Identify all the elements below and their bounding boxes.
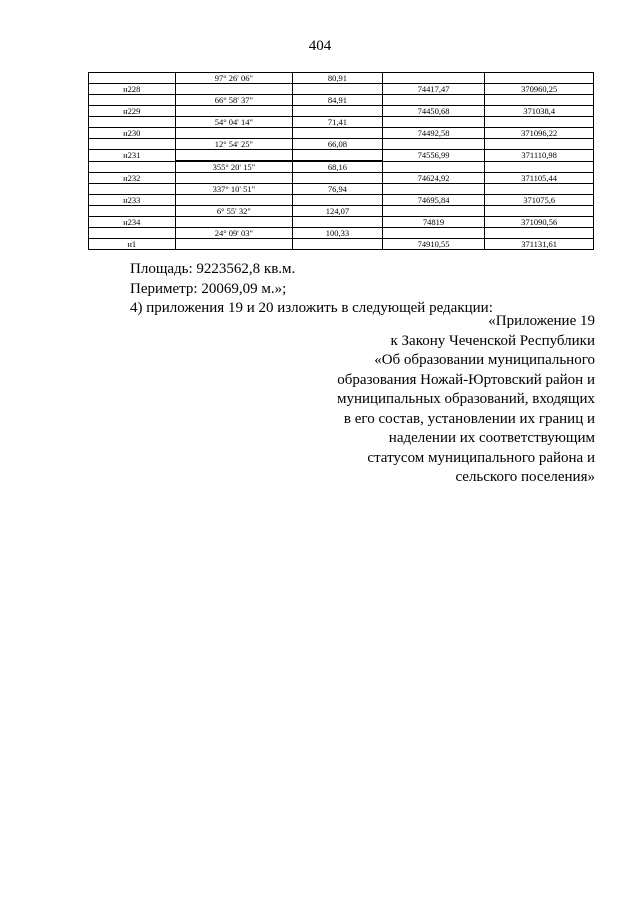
cell-point-name xyxy=(89,184,176,195)
cell-coord-y xyxy=(485,206,594,217)
cell-point-name xyxy=(89,117,176,128)
cell-bearing: 337° 10' 51" xyxy=(175,184,293,195)
annex-line: наделении их соответствующим xyxy=(388,430,595,446)
cell-distance xyxy=(293,195,383,206)
annex-line: «Об образовании муниципального xyxy=(374,352,595,368)
table-row xyxy=(89,217,594,228)
cell-bearing xyxy=(175,128,293,139)
annex-line: сельского поселения» xyxy=(455,469,595,485)
cell-point-name xyxy=(89,206,176,217)
cell-coord-x xyxy=(382,161,485,173)
cell-distance: 66,08 xyxy=(293,139,383,150)
annex-line: статусом муниципального района и xyxy=(367,449,595,466)
cell-coord-x: 74417,47 xyxy=(382,84,485,95)
table-row xyxy=(89,239,594,250)
cell-distance xyxy=(293,217,383,228)
annex-line: в его состав, установлении их границ и xyxy=(343,410,595,427)
cell-coord-x: 74819 xyxy=(382,217,485,228)
coordinates-table-body xyxy=(89,73,594,250)
cell-distance xyxy=(293,150,383,162)
table-row xyxy=(89,73,594,84)
cell-coord-y: 371131,61 xyxy=(485,239,594,250)
cell-coord-y: 371075,6 xyxy=(485,195,594,206)
cell-distance xyxy=(293,239,383,250)
table-row xyxy=(89,106,594,117)
cell-point-name xyxy=(89,73,176,84)
cell-coord-x xyxy=(382,117,485,128)
table-row xyxy=(89,84,594,95)
cell-distance: 80,91 xyxy=(293,73,383,84)
cell-distance xyxy=(293,128,383,139)
cell-distance: 100,33 xyxy=(293,228,383,239)
cell-coord-x: 74450,68 xyxy=(382,106,485,117)
table-row xyxy=(89,184,594,195)
cell-bearing: 24° 09' 03" xyxy=(175,228,293,239)
cell-coord-x: 74624,92 xyxy=(382,173,485,184)
page-number: 404 xyxy=(308,38,332,54)
cell-distance xyxy=(293,106,383,117)
cell-point-name: н234 xyxy=(89,217,176,228)
cell-bearing: 97° 26' 06" xyxy=(175,73,293,84)
cell-point-name: н1 xyxy=(89,239,176,250)
amendment-item-4: 4) приложения 19 и 20 изложить в следующей редакции: xyxy=(130,300,493,316)
cell-bearing xyxy=(175,173,293,184)
cell-bearing xyxy=(175,239,293,250)
cell-coord-y: 371110,98 xyxy=(485,150,594,162)
table-row xyxy=(89,195,594,206)
cell-coord-y: 371096,22 xyxy=(485,128,594,139)
cell-point-name: н232 xyxy=(89,173,176,184)
cell-coord-x xyxy=(382,184,485,195)
cell-coord-x: 74910,55 xyxy=(382,239,485,250)
annex-line: муниципальных образований, входящих xyxy=(336,391,595,407)
cell-bearing xyxy=(175,150,293,162)
table-row xyxy=(89,95,594,106)
cell-bearing xyxy=(175,217,293,228)
cell-bearing xyxy=(175,84,293,95)
cell-point-name: н231 xyxy=(89,150,176,162)
cell-coord-x: 74695,84 xyxy=(382,195,485,206)
cell-point-name xyxy=(89,139,176,150)
table-row xyxy=(89,173,594,184)
cell-distance: 76,94 xyxy=(293,184,383,195)
area-perimeter-block xyxy=(130,260,493,319)
cell-coord-x xyxy=(382,228,485,239)
annex-line: «Приложение 19 xyxy=(488,313,595,329)
cell-point-name: н230 xyxy=(89,128,176,139)
cell-distance: 124,07 xyxy=(293,206,383,217)
cell-coord-y xyxy=(485,139,594,150)
cell-bearing: 6° 55' 32" xyxy=(175,206,293,217)
cell-coord-x xyxy=(382,206,485,217)
cell-point-name xyxy=(89,95,176,106)
cell-point-name: н228 xyxy=(89,84,176,95)
cell-distance xyxy=(293,84,383,95)
cell-bearing: 12° 54' 25" xyxy=(175,139,293,150)
cell-distance: 71,41 xyxy=(293,117,383,128)
annex-header xyxy=(337,312,595,488)
cell-bearing: 66° 58' 37" xyxy=(175,95,293,106)
cell-distance xyxy=(293,173,383,184)
cell-coord-y xyxy=(485,73,594,84)
cell-point-name: н233 xyxy=(89,195,176,206)
table-row xyxy=(89,228,594,239)
cell-coord-y xyxy=(485,161,594,173)
annex-line: к Закону Чеченской Республики xyxy=(390,332,595,349)
cell-bearing xyxy=(175,195,293,206)
table-row xyxy=(89,206,594,217)
table-row xyxy=(89,150,594,162)
cell-point-name: н229 xyxy=(89,106,176,117)
cell-coord-x: 74492,58 xyxy=(382,128,485,139)
perimeter-text: Периметр: 20069,09 м.»; xyxy=(130,280,287,297)
cell-coord-x xyxy=(382,73,485,84)
cell-coord-x: 74556,99 xyxy=(382,150,485,162)
cell-bearing: 355° 20' 15" xyxy=(175,161,293,173)
cell-distance: 84,91 xyxy=(293,95,383,106)
cell-coord-y xyxy=(485,228,594,239)
cell-coord-y: 371038,4 xyxy=(485,106,594,117)
annex-line: образования Ножай-Юртовский район и xyxy=(337,371,595,388)
boundary-coordinates-table xyxy=(88,72,594,250)
cell-point-name xyxy=(89,228,176,239)
table-row xyxy=(89,161,594,173)
area-text: Площадь: 9223562,8 кв.м. xyxy=(130,261,296,277)
cell-coord-y: 371090,56 xyxy=(485,217,594,228)
cell-coord-y xyxy=(485,117,594,128)
cell-distance: 68,16 xyxy=(293,161,383,173)
table-row xyxy=(89,117,594,128)
table-row xyxy=(89,139,594,150)
cell-bearing: 54° 04' 14" xyxy=(175,117,293,128)
cell-coord-x xyxy=(382,95,485,106)
cell-coord-y: 371105,44 xyxy=(485,173,594,184)
cell-coord-y xyxy=(485,95,594,106)
cell-coord-x xyxy=(382,139,485,150)
table-row xyxy=(89,128,594,139)
cell-point-name xyxy=(89,161,176,173)
cell-coord-y: 370960,25 xyxy=(485,84,594,95)
cell-coord-y xyxy=(485,184,594,195)
cell-bearing xyxy=(175,106,293,117)
